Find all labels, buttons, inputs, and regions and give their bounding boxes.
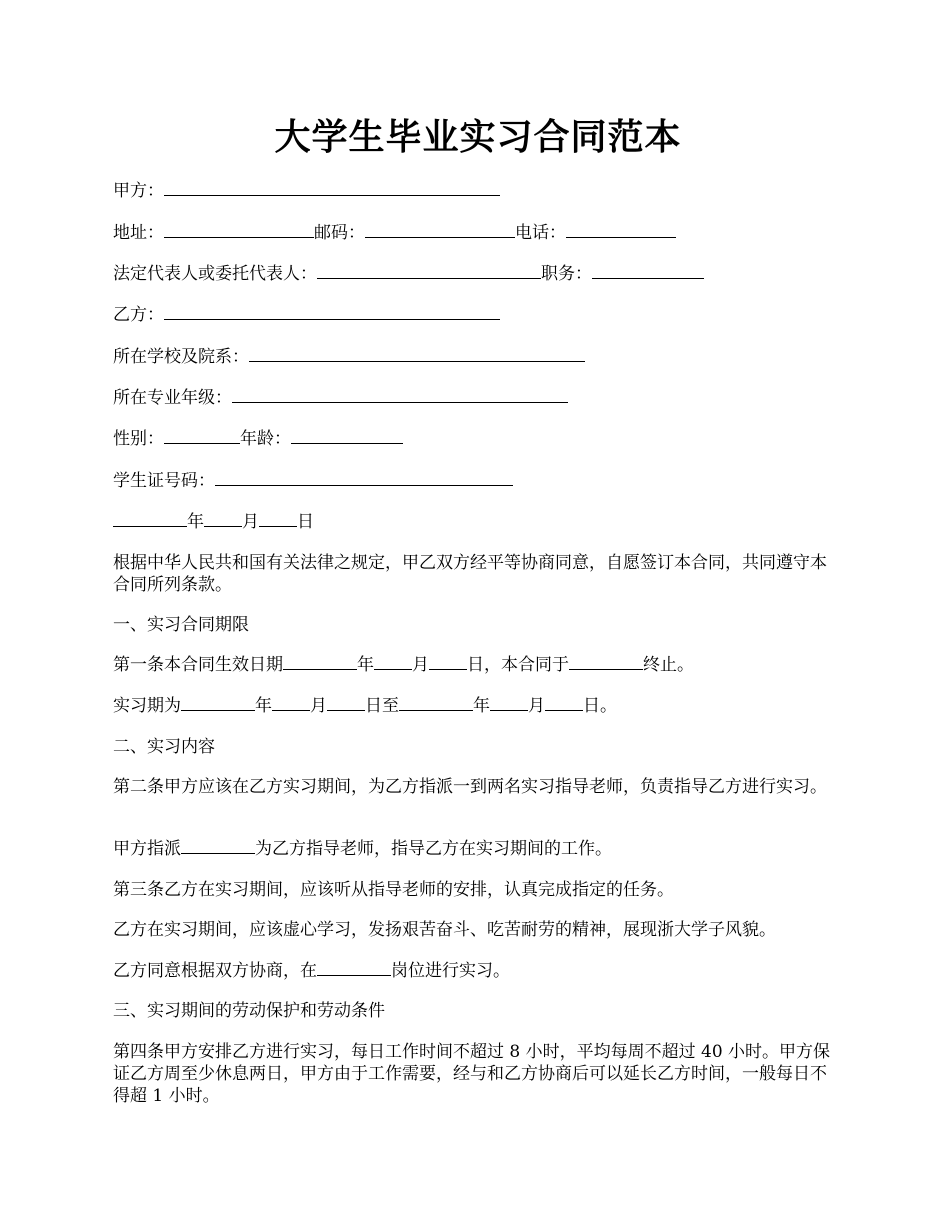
article1-day-blank [429,654,467,670]
postcode-blank [365,222,515,238]
post-blank [317,960,391,976]
year-label: 年 [187,512,204,532]
article3-line: 第三条乙方在实习期间，应该听从指导老师的安排，认真完成指定的任务。 [113,880,674,900]
article2-paragraph: 第二条甲方应该在乙方实习期间，为乙方指派一到两名实习指导老师，负责指导乙方进行实习。 [113,777,827,797]
position-label: 职务： [541,264,592,284]
party-b-line [113,304,843,326]
post-text: 乙方同意根据双方协商，在 [113,961,317,981]
party-b-label: 乙方： [113,305,164,325]
gender-label: 性别： [113,429,164,449]
period-month1: 月 [310,696,327,716]
day-label: 日 [297,512,314,532]
study-line: 乙方在实习期间，应该虚心学习，发扬艰苦奋斗、吃苦耐劳的精神，展现浙大学子风貌。 [113,920,776,940]
period-year2-blank [399,695,473,711]
period-month2-blank [490,695,528,711]
article1-end: 终止。 [643,655,694,675]
address-line [113,222,843,244]
major-blank [232,387,568,403]
month-label: 月 [242,512,259,532]
post-line [113,960,843,982]
assign-text-2: 为乙方指导老师，指导乙方在实习期间的工作。 [255,839,612,859]
article1-line [113,654,843,676]
address-blank [164,222,314,238]
party-a-label: 甲方： [113,181,164,201]
address-label: 地址： [113,223,164,243]
student-id-label: 学生证号码： [113,471,215,491]
article1-text: 第一条本合同生效日期 [113,655,283,675]
section3-heading: 三、实习期间的劳动保护和劳动条件 [113,1001,385,1021]
major-label: 所在专业年级： [113,388,232,408]
article1-year: 年 [357,655,374,675]
representative-blank [317,263,541,279]
position-blank [592,263,704,279]
party-a-line [113,180,843,202]
school-blank [249,346,585,362]
gender-blank [164,428,240,444]
party-b-blank [164,304,500,320]
period-year2: 年 [473,696,490,716]
phone-label: 电话： [515,223,566,243]
period-day2: 日。 [583,696,617,716]
period-year1-blank [181,695,255,711]
school-line [113,346,843,368]
post-text-2: 岗位进行实习。 [391,961,510,981]
period-line [113,695,843,717]
document-title: 大学生毕业实习合同范本 [274,116,682,158]
period-day2-blank [545,695,583,711]
section2-heading: 二、实习内容 [113,737,215,757]
preamble-paragraph: 根据中华人民共和国有关法律之规定，甲乙双方经平等协商同意，自愿签订本合同，共同遵守本合同所列条款。 [113,553,827,595]
gender-age-line [113,428,843,450]
article1-end-blank [569,654,643,670]
postcode-label: 邮码： [314,223,365,243]
representative-label: 法定代表人或委托代表人： [113,264,317,284]
article1-day: 日，本合同于 [467,655,569,675]
section1-heading: 一、实习合同期限 [113,615,249,635]
period-month1-blank [272,695,310,711]
period-day1: 日至 [365,696,399,716]
representative-line [113,263,843,285]
phone-blank [566,222,676,238]
article4-paragraph: 第四条甲方安排乙方进行实习，每日工作时间不超过 8 小时，平均每周不超过 40 小时。甲方保证乙方周至少休息两日，甲方由于工作需要，经与和乙方协商后可以延长乙方时间，一般每日不得超 1 小时。 [113,1042,831,1106]
article1-month: 月 [412,655,429,675]
article1-month-blank [374,654,412,670]
period-text: 实习期为 [113,696,181,716]
student-id-line [113,470,843,492]
article1-year-blank [283,654,357,670]
party-a-blank [164,180,500,196]
date-line [113,511,843,533]
year-blank [113,511,187,527]
month-blank [204,511,242,527]
day-blank [259,511,297,527]
period-day1-blank [327,695,365,711]
period-year1: 年 [255,696,272,716]
student-id-blank [215,470,513,486]
assign-line [113,838,843,860]
major-line [113,387,843,409]
assign-text: 甲方指派 [113,839,181,859]
age-label: 年龄： [240,429,291,449]
school-label: 所在学校及院系： [113,347,249,367]
period-month2: 月 [528,696,545,716]
age-blank [291,428,403,444]
assign-blank [181,838,255,854]
